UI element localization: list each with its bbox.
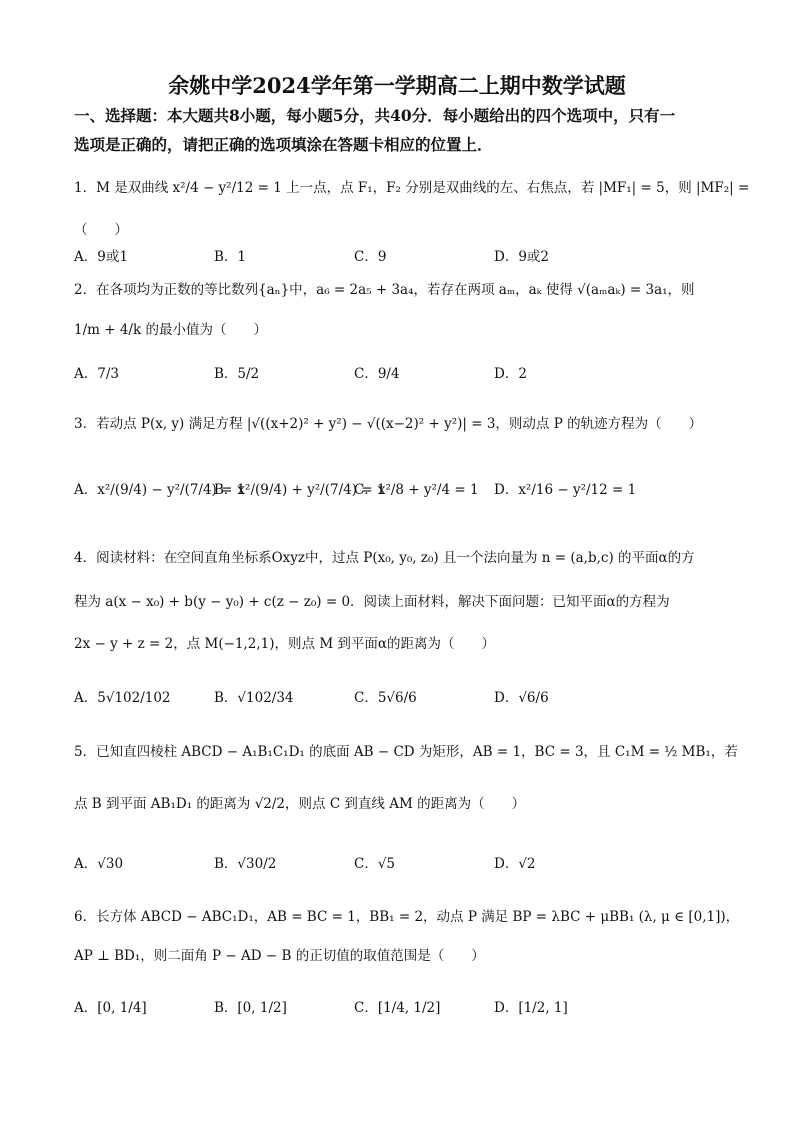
question-6-stem: 6．长方体 ABCD − ABC₁D₁，AB = BC = 1，BB₁ = 2，动点 P 满足 BP = λBC + μBB₁ (λ, μ ∈ [0,1])，	[74, 909, 740, 925]
question-4-stem-cont2: 2x − y + z = 2，点 M(−1,2,1)，则点 M 到平面α的距离为（ ）	[74, 636, 496, 652]
question-1-stem: 1．M 是双曲线 x²/4 − y²/12 = 1 上一点，点 F₁，F₂ 分别是双曲线的左、右焦点，若 |MF₁| = 5，则 |MF₂| =	[74, 180, 750, 196]
question-1-option-c: C．9	[354, 249, 387, 265]
question-4-option-d: D．√6/6	[494, 690, 549, 706]
question-5-stem: 5．已知直四棱柱 ABCD − A₁B₁C₁D₁ 的底面 AB − CD 为矩形，AB = 1，BC = 3，且 C₁M = ½ MB₁，若	[74, 744, 738, 760]
question-2-option-b: B．5/2	[214, 366, 260, 382]
question-6-option-a: A．[0, 1/4]	[74, 1000, 147, 1016]
question-5-stem-cont: 点 B 到平面 AB₁D₁ 的距离为 √2/2，则点 C 到直线 AM 的距离为（ ）	[74, 796, 526, 812]
question-3-stem: 3．若动点 P(x, y) 满足方程 |√((x+2)² + y²) − √((x−2)² + y²)| = 3，则动点 P 的轨迹方程为（ ）	[74, 416, 703, 432]
question-4-option-a: A．5√102/102	[74, 690, 171, 706]
page-title: 余姚中学2024学年第一学期高二上期中数学试题	[168, 73, 626, 98]
question-4-option-b: B．√102/34	[214, 690, 294, 706]
question-5-option-a: A．√30	[74, 856, 124, 872]
question-3-option-b: B．x²/(9/4) + y²/(7/4) = 1	[214, 482, 386, 498]
question-2-stem-cont: 1/m + 4/k 的最小值为（ ）	[74, 322, 267, 338]
section-heading-line2: 选项是正确的，请把正确的选项填涂在答题卡相应的位置上．	[74, 135, 493, 154]
question-2-stem: 2．在各项均为正数的等比数列{aₙ}中，a₆ = 2a₅ + 3a₄，若存在两项 aₘ，aₖ 使得 √(aₘaₖ) = 3a₁，则	[74, 282, 695, 298]
question-1-blank: （ ）	[74, 222, 128, 238]
section-heading-line1: 一、选择题：本大题共8小题，每小题5分，共40分．每小题给出的四个选项中，只有一	[74, 106, 676, 125]
question-6-stem-cont: AP ⊥ BD₁，则二面角 P − AD − B 的正切值的取值范围是（ ）	[74, 948, 485, 964]
question-5-option-c: C．√5	[354, 856, 396, 872]
question-1-option-b: B．1	[214, 249, 247, 265]
question-6-option-d: D．[1/2, 1]	[494, 1000, 568, 1016]
question-5-option-d: D．√2	[494, 856, 536, 872]
question-3-option-d: D．x²/16 − y²/12 = 1	[494, 482, 637, 498]
question-2-option-a: A．7/3	[74, 366, 119, 382]
question-6-option-c: C．[1/4, 1/2]	[354, 1000, 441, 1016]
question-3-option-c: C．x²/8 + y²/4 = 1	[354, 482, 479, 498]
question-6-option-b: B．[0, 1/2]	[214, 1000, 287, 1016]
question-1-option-a: A．9或1	[74, 249, 128, 265]
question-1-option-d: D．9或2	[494, 249, 550, 265]
question-5-option-b: B．√30/2	[214, 856, 277, 872]
question-2-option-d: D．2	[494, 366, 527, 382]
question-3-option-a: A．x²/(9/4) − y²/(7/4) = 1	[74, 482, 246, 498]
question-4-option-c: C．5√6/6	[354, 690, 417, 706]
question-2-option-c: C．9/4	[354, 366, 400, 382]
question-4-stem-cont1: 程为 a(x − x₀) + b(y − y₀) + c(z − z₀) = 0．阅读上面材料，解决下面问题：已知平面α的方程为	[74, 594, 670, 610]
question-4-stem: 4．阅读材料：在空间直角坐标系Oxyz中，过点 P(x₀, y₀, z₀) 且一个法向量为 n = (a,b,c) 的平面α的方	[74, 550, 695, 566]
